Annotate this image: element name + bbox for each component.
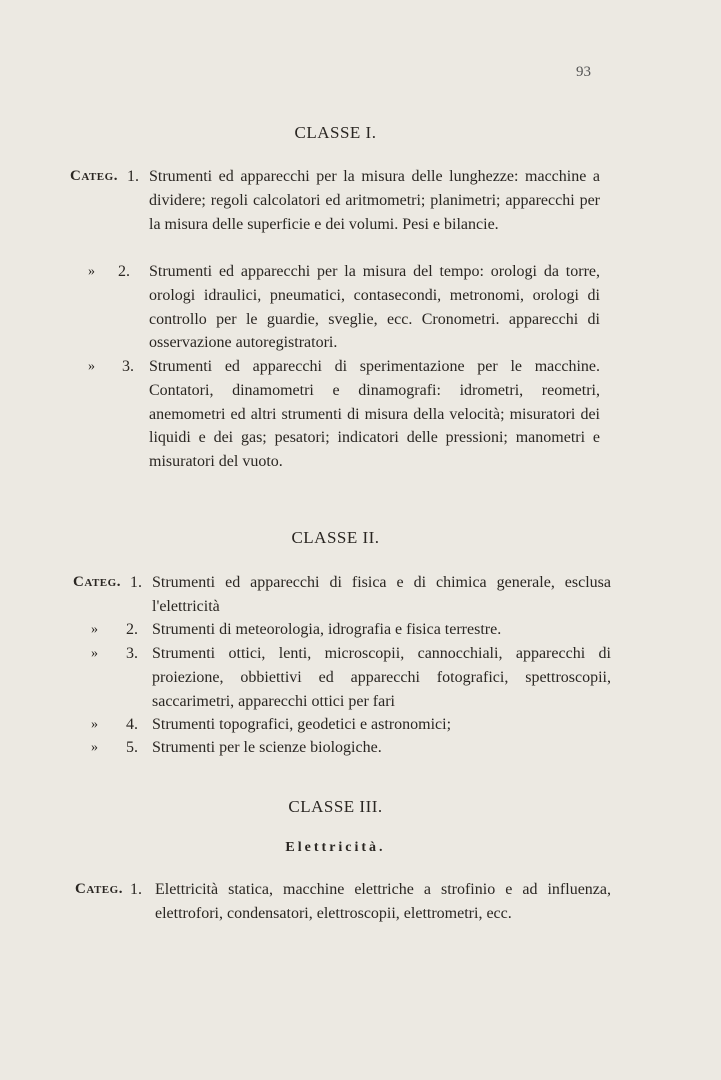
- class-title: CLASSE II.: [291, 528, 380, 547]
- category-number: 4.: [126, 716, 138, 733]
- category-text: Strumenti topografici, geodetici e astronomici;: [152, 716, 452, 733]
- class-title: CLASSE I.: [294, 123, 377, 142]
- ditto-mark: »: [91, 646, 98, 661]
- category-label: Categ.: [73, 574, 121, 590]
- class-title: CLASSE III.: [288, 797, 383, 816]
- category-text: Strumenti ed apparecchi di fisica e di chimica generale, esclusa l'elettricità: [152, 574, 611, 615]
- category-number: 1.: [130, 574, 142, 591]
- section-subtitle: Elettricità.: [285, 840, 386, 855]
- category-text: Elettricità statica, macchine elettriche a strofinio e ad influenza, elettrofori, condensatori, elettroscopii, elettrometri, ecc.: [155, 881, 611, 922]
- category-text: Strumenti per le scienze biologiche.: [152, 739, 382, 756]
- category-text: Strumenti ed apparecchi per la misura del tempo: orologi da torre, orologi idraulici, pneumatici, contasecondi, metronomi, orologi di controllo per le guardie, sveglie, ecc. Cronometri. apparecchi di osservazione autoregistratori.: [149, 263, 600, 352]
- category-number: 5.: [126, 739, 138, 756]
- ditto-mark: »: [88, 264, 95, 279]
- ditto-mark: »: [91, 622, 98, 637]
- ditto-mark: »: [91, 740, 98, 755]
- category-number: 2.: [118, 263, 130, 280]
- category-text: Strumenti ed apparecchi per la misura delle lunghezze: macchine a dividere; regoli calcolatori ed aritmometri; planimetri; apparecchi per la misura delle superficie e dei volumi. Pesi e bilancie.: [149, 168, 600, 233]
- category-label: Categ.: [70, 168, 118, 184]
- category-text: Strumenti ottici, lenti, microscopii, cannocchiali, apparecchi di proiezione, obbiettivi ed apparecchi fotografici, spettroscopii, saccarimetri, apparecchi ottici per fari: [152, 645, 611, 710]
- ditto-mark: »: [88, 359, 95, 374]
- category-number: 3.: [122, 358, 134, 375]
- category-number: 1.: [127, 168, 139, 185]
- category-number: 1.: [130, 881, 142, 898]
- page-number: 93: [576, 64, 591, 80]
- category-label: Categ.: [75, 881, 123, 897]
- category-text: Strumenti di meteorologia, idrografia e fisica terrestre.: [152, 621, 502, 638]
- category-number: 2.: [126, 621, 138, 638]
- category-text: Strumenti ed apparecchi di sperimentazione per le macchine. Contatori, dinamometri e dinamografi: idrometri, reometri, anemometri ed altri strumenti di misura della velocità; misuratori dei liquidi e dei gas; pesatori; indicatori delle pressioni; manometri e misuratori del vuoto.: [149, 358, 600, 471]
- ditto-mark: »: [91, 717, 98, 732]
- category-number: 3.: [126, 645, 138, 662]
